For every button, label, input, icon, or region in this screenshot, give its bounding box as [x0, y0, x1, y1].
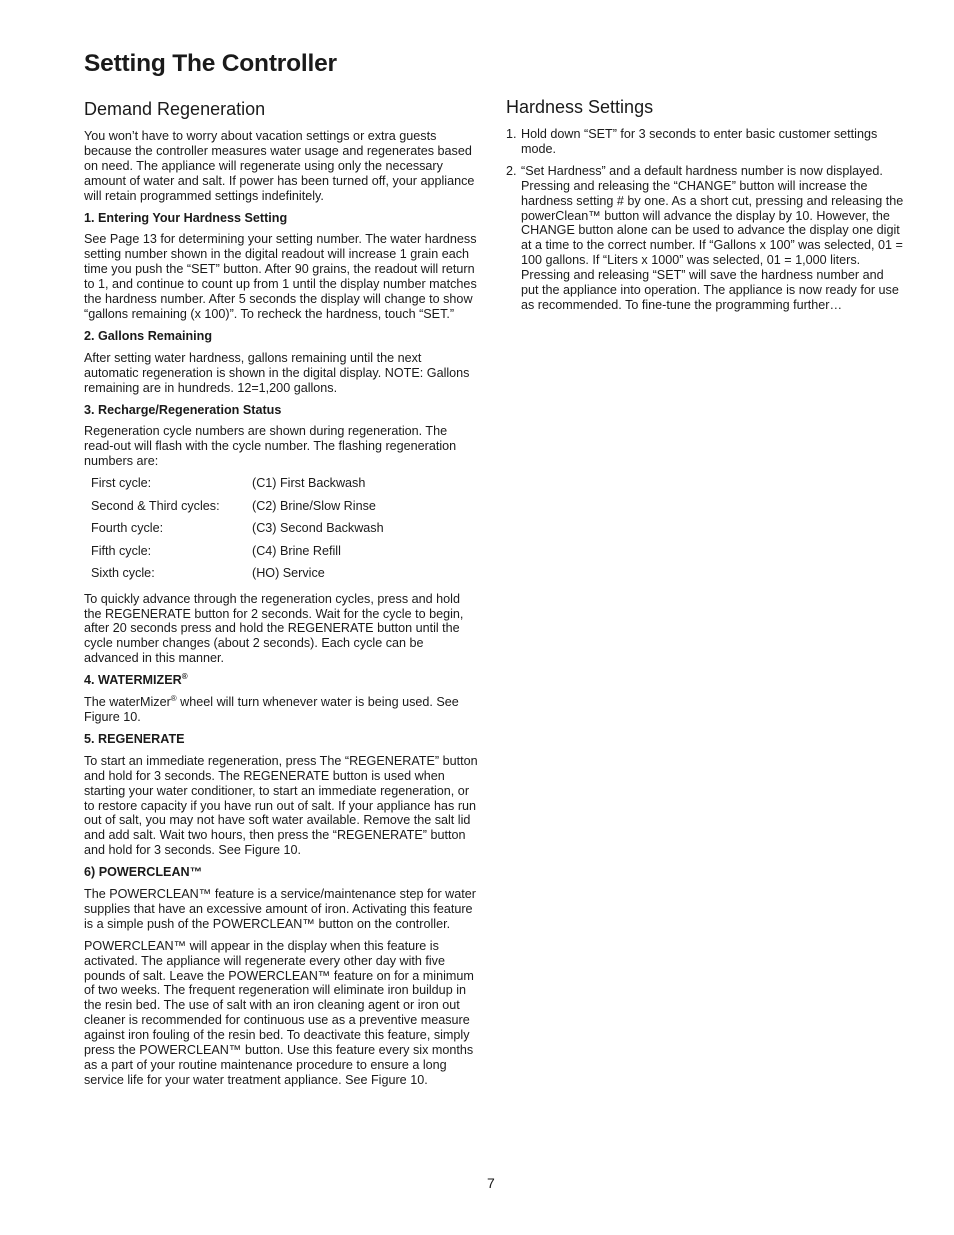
section-1-body: See Page 13 for determining your setting number. The water hardness setting number shown in the digital readout will increase 1 grain each time you push the “SET” button. After 90 grains, the readout will return to 1, and continue to count up from 1 until the display number matches the hardness number. After 5 seconds the display will change to show “gallons remaining (x 100)”. To recheck the hardness, touch “SET.”	[84, 232, 477, 321]
section-4-body	[84, 695, 479, 725]
list-item	[506, 127, 904, 157]
table-row	[84, 566, 384, 589]
cycle-label: Sixth cycle:	[91, 566, 155, 581]
section-4-body-a: The waterMizer	[84, 695, 171, 710]
demand-regeneration-heading: Demand Regeneration	[84, 99, 266, 119]
section-5-title: 5. REGENERATE	[84, 731, 185, 746]
cycle-label: Second & Third cycles:	[91, 498, 220, 513]
left-column	[84, 98, 479, 1095]
cycle-value: (C1) First Backwash	[252, 476, 366, 491]
right-column	[506, 96, 904, 320]
section-3-body: Regeneration cycle numbers are shown during regeneration. The read-out will flash with the cycle number. The flashing regeneration numbers are:	[84, 424, 457, 469]
cycle-label: First cycle:	[91, 476, 152, 491]
registered-mark: ®	[181, 671, 188, 681]
section-3-title: 3. Recharge/Regeneration Status	[84, 402, 282, 417]
section-4-body-b: wheel will turn whenever water is being used. See Figure 10.	[84, 695, 459, 724]
section-3-after: To quickly advance through the regeneration cycles, press and hold the REGENERATE button for 2 seconds. Wait for the cycle to begin, after 20 seconds press and hold the REGENERATE button until the cycle number changes (about 2 seconds). Each cycle can be advanced in this manner.	[84, 591, 464, 666]
cycle-label: Fifth cycle:	[91, 543, 152, 558]
table-row	[84, 499, 384, 522]
step-number: 1.	[506, 127, 517, 141]
hardness-settings-heading: Hardness Settings	[506, 97, 654, 117]
step-number: 2.	[506, 163, 517, 178]
section-2-title: 2. Gallons Remaining	[84, 328, 213, 343]
cycle-value: (HO) Service	[252, 566, 325, 581]
cycle-label: Fourth cycle:	[91, 521, 164, 536]
section-1-title: 1. Entering Your Hardness Setting	[84, 210, 288, 225]
step-text: Hold down “SET” for 3 seconds to enter basic customer settings mode.	[521, 127, 878, 156]
section-5-body: To start an immediate regeneration, press The “REGENERATE” button and hold for 3 seconds. The REGENERATE button is used when starting your water conditioner, to start an immediate regeneration, or to restore capacity if you have run out of salt. If your appliance has run out of salt, you may not have soft water available. Remove the salt lid and add salt. Wait two hours, then press the “REGENERATE” button and hold for 3 seconds. See Figure 10.	[84, 753, 478, 858]
step-text: “Set Hardness” and a default hardness number is now displayed. Pressing and releasing the “CHANGE” button will increase the hardness setting # by one. As a short cut, pressing and releasing the powerClean™ button will advance the display by 10. However, the CHANGE button alone can be used to advance the display one digit at a time to the correct number. If “Gallons x 100” was selected, 01 = 100 gallons. If “Liters x 1000” was selected, 01 = 1,000 liters. Pressing and releasing “SET” will save the hardness number and put the appliance into operation. The appliance is now ready for use as recommended. To fine-tune the programming further…	[521, 163, 904, 312]
table-row	[84, 521, 384, 544]
cycle-value: (C4) Brine Refill	[252, 543, 341, 558]
section-6-body-2: POWERCLEAN™ will appear in the display when this feature is activated. The appliance will regenerate every other day with five pounds of salt. Leave the POWERCLEAN™ feature on for a minimum of two weeks. The frequent regeneration will eliminate iron buildup in the resin bed. The use of salt with an iron cleaning agent or iron out cleaner is recommended for continuous use as a preventive measure against iron fouling of the resin bed. To deactivate this feature, simply press the POWERCLEAN™ button. Use this feature every six months as a part of your routine maintenance procedure to ensure a long service life for your water treatment appliance. See Figure 10.	[84, 938, 474, 1087]
cycle-value: (C2) Brine/Slow Rinse	[252, 498, 376, 513]
cycle-table	[84, 476, 384, 589]
registered-mark: ®	[170, 693, 177, 703]
list-item	[506, 164, 904, 313]
cycle-value: (C3) Second Backwash	[252, 521, 384, 536]
table-row	[84, 544, 384, 567]
section-6-title: 6) POWERCLEAN™	[84, 865, 203, 880]
page-title: Setting The Controller	[84, 50, 337, 77]
section-4-title	[84, 673, 479, 688]
demand-regeneration-intro: You won’t have to worry about vacation settings or extra guests because the controller measures water usage and regenerates based on need. The appliance will regenerate using only the necessary amount of water and salt. If power has been turned off, your appliance will retain programmed settings indefinitely.	[84, 129, 475, 203]
section-2-body: After setting water hardness, gallons remaining until the next automatic regeneration is shown in the digital display. NOTE: Gallons remaining are in hundreds. 12=1,200 gallons.	[84, 350, 470, 395]
section-4-title-text: 4. WATERMIZER	[84, 673, 182, 688]
section-6-body-1: The POWERCLEAN™ feature is a service/maintenance step for water supplies that have an excessive amount of iron. Activating this feature is a simple push of the POWERCLEAN™ button on the controller.	[84, 887, 476, 931]
hardness-steps-list	[506, 127, 904, 313]
page-number: 7	[487, 1175, 495, 1191]
table-row	[84, 476, 384, 499]
